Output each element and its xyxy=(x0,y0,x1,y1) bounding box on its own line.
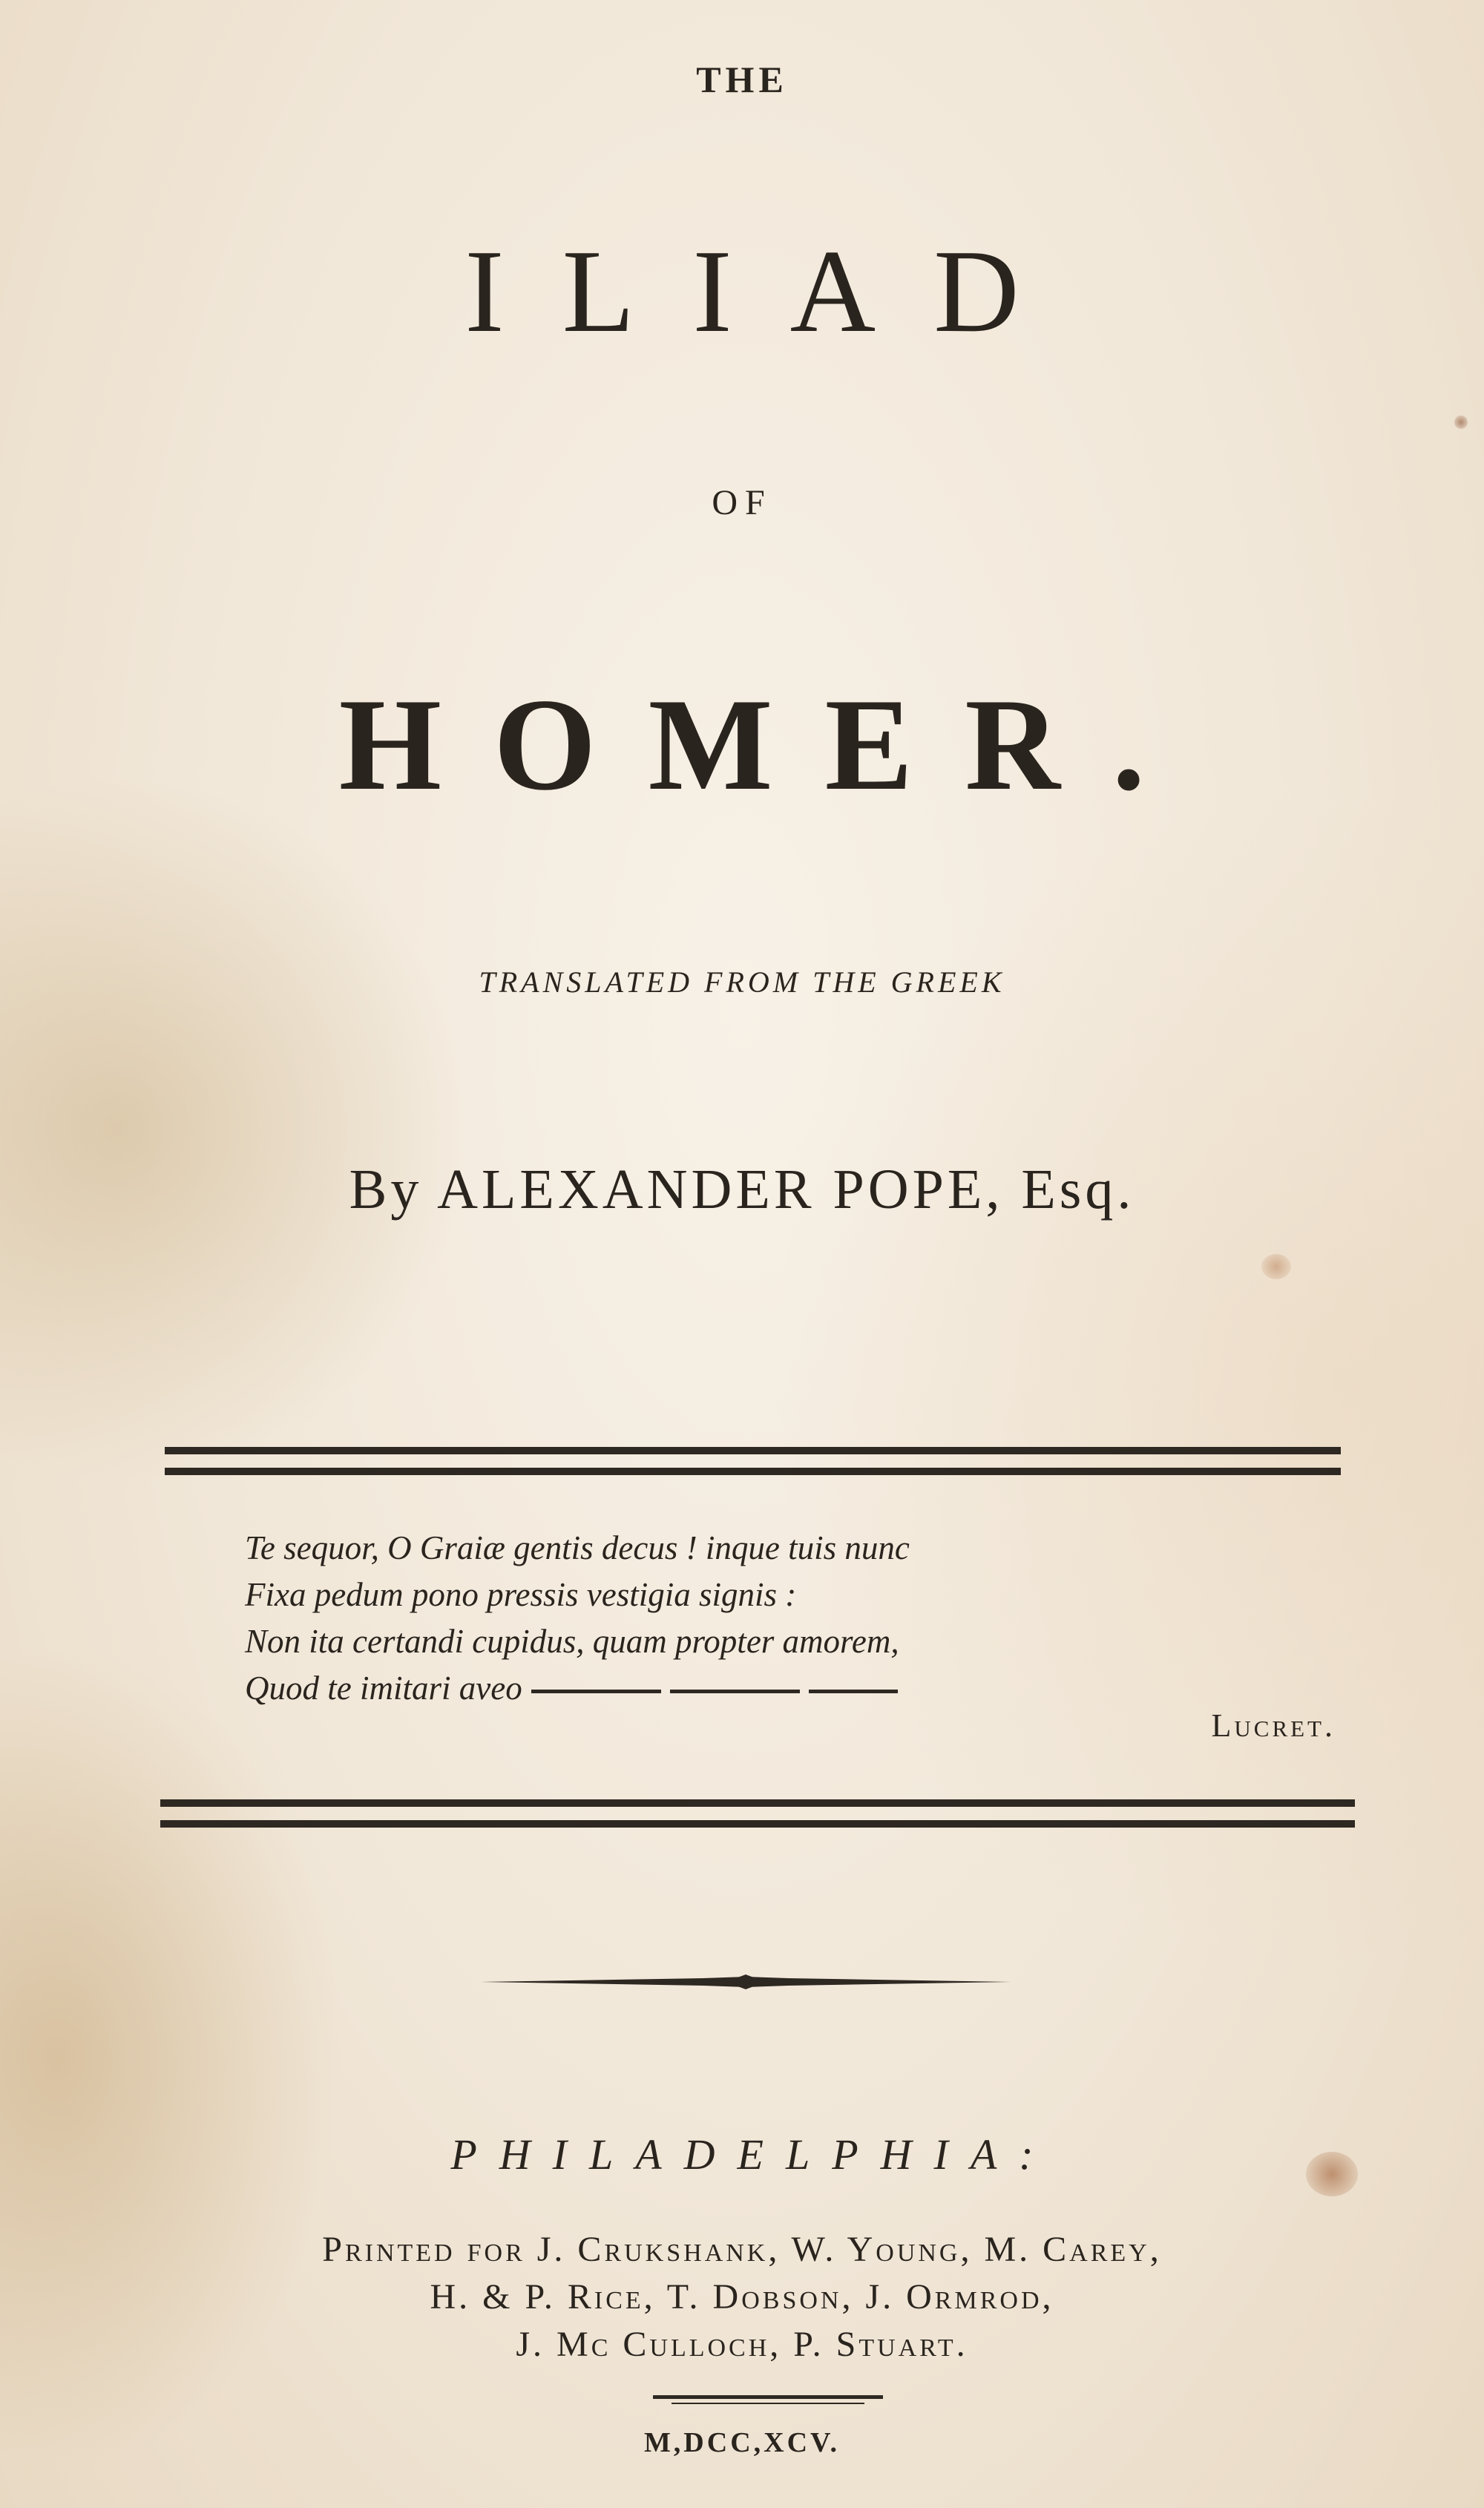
dash xyxy=(670,1690,800,1693)
epigraph xyxy=(245,1525,1321,1712)
dash xyxy=(531,1690,661,1693)
short-rule xyxy=(653,2395,883,2399)
foxing-stain xyxy=(1261,1254,1291,1279)
imprint-date: M,DCC,XCV. xyxy=(643,2427,841,2458)
double-rule-top xyxy=(165,1447,1341,1454)
double-rule-bottom xyxy=(160,1799,1355,1807)
printers-line: Printed for J. Crukshank, W. Young, M. Carey, xyxy=(322,2230,1162,2269)
imprint-city: PHILADELPHIA: xyxy=(450,2130,1056,2179)
epigraph-line: Non ita certandi cupidus, quam propter amorem, xyxy=(245,1623,899,1660)
printers-line: H. & P. Rice, T. Dobson, J. Ormrod, xyxy=(430,2277,1054,2317)
author-line: By ALEXANDER POPE, Esq. xyxy=(349,1158,1135,1221)
double-rule-bottom xyxy=(160,1820,1355,1828)
printers-line: J. Mc Culloch, P. Stuart. xyxy=(516,2325,968,2364)
title-homer: HOMER. xyxy=(338,671,1198,818)
title-of: OF xyxy=(712,483,772,522)
title-the: THE xyxy=(696,59,788,100)
short-rule xyxy=(672,2403,864,2404)
epigraph-line: Fixa pedum pono pressis vestigia signis : xyxy=(245,1576,797,1613)
epigraph-line: Te sequor, O Graiæ gentis decus ! inque tuis nunc xyxy=(245,1529,910,1566)
double-rule-top xyxy=(165,1468,1341,1475)
epigraph-line: Quod te imitari aveo xyxy=(245,1670,522,1707)
printers-block xyxy=(0,2226,1484,2369)
epigraph-attribution: Lucret. xyxy=(1211,1707,1336,1744)
dash xyxy=(809,1690,898,1693)
translated-line: TRANSLATED FROM THE GREEK xyxy=(479,965,1005,999)
ornament-rule xyxy=(481,1974,1011,1990)
foxing-stain xyxy=(1454,416,1468,429)
title-iliad: ILIAD xyxy=(464,225,1077,357)
epigraph-last-line xyxy=(245,1665,1321,1712)
